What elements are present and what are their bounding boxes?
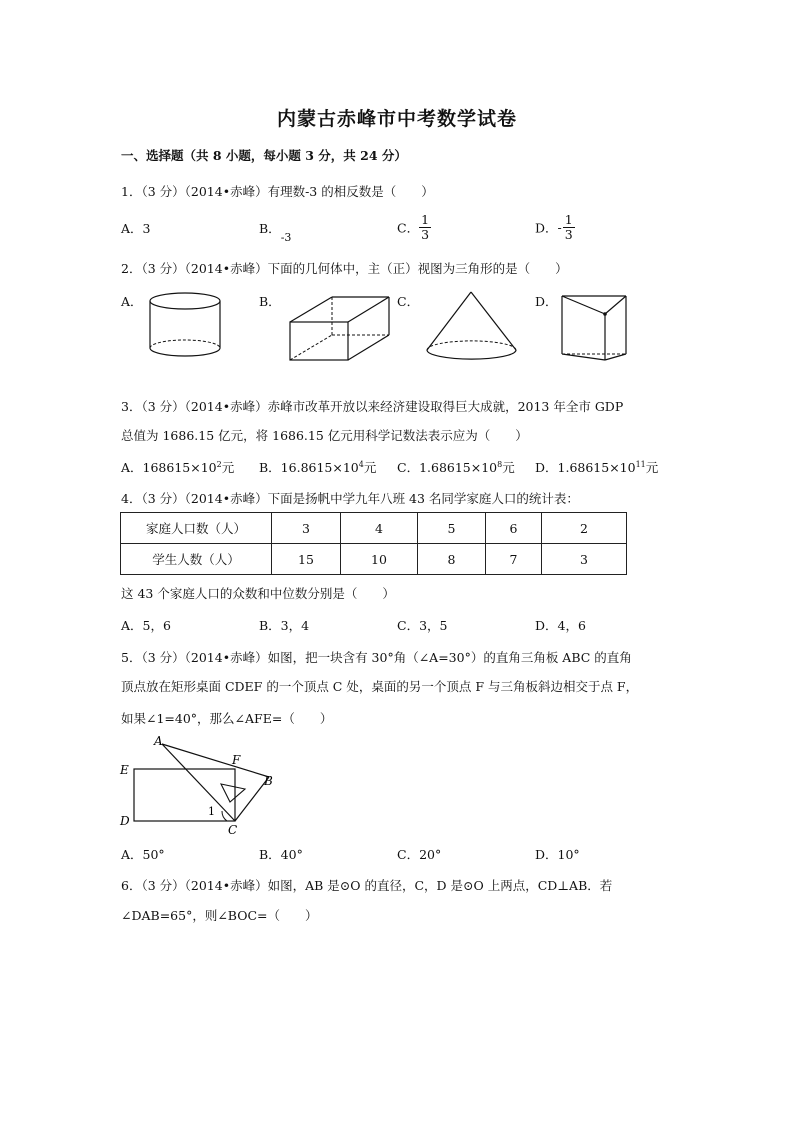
q3-a-unit: 元 [221, 460, 235, 475]
point-label-d: D [120, 814, 130, 828]
table-row [121, 513, 627, 544]
q3-d-base: D．1.68615×10 [535, 460, 636, 475]
q3-option-a [121, 458, 234, 476]
cuboid-figure [288, 295, 392, 363]
point-label-b: B [264, 774, 273, 788]
household-statistics-table [120, 512, 627, 575]
table-cell: 10 [341, 544, 418, 575]
q3-a-base: A．168615×10 [121, 460, 217, 475]
page-title: 内蒙古赤峰市中考数学试卷 [276, 108, 517, 130]
table-cell: 4 [341, 513, 418, 544]
q3-d-unit: 元 [645, 460, 659, 475]
question-1-stem: 1．（3 分）（2014•赤峰）有理数-3 的相反数是（ ） [121, 184, 434, 199]
q5-option-b: B．40° [259, 847, 303, 862]
fraction-numerator: 1 [421, 212, 430, 227]
q1-option-c [397, 213, 431, 242]
point-label-f: F [232, 753, 241, 767]
q3-d-exponent: 11 [635, 459, 646, 469]
question-5-stem-line2: 顶点放在矩形桌面 CDEF 的一个顶点 C 处，桌面的另一个顶点 F 与三角板斜边相交于点 F， [121, 679, 639, 694]
fraction-numerator: 1 [564, 212, 573, 227]
section-heading: 一、选择题（共 8 小题，每小题 3 分，共 24 分） [121, 148, 407, 163]
q1-option-c-label: C． [397, 220, 420, 236]
triangle-rectangle-figure [118, 732, 288, 836]
row-header-household: 家庭人口数（人） [121, 513, 272, 544]
q1-option-d [535, 213, 575, 242]
q2-option-c: C． [397, 294, 420, 309]
q3-c-base: C．1.68615×10 [397, 460, 498, 475]
table-cell: 3 [272, 513, 341, 544]
table-cell: 5 [418, 513, 486, 544]
question-6-stem-line2: ∠DAB=65°，则∠BOC=（ ） [121, 908, 318, 923]
table-cell: 7 [486, 544, 542, 575]
fraction-denominator: 3 [421, 227, 430, 242]
q2-option-d: D． [535, 294, 558, 309]
q5-option-a: A．50° [121, 847, 165, 862]
table-cell: 2 [542, 513, 627, 544]
q3-c-exponent: 8 [497, 459, 503, 469]
q3-a-exponent: 2 [216, 459, 222, 469]
q1-option-d-fraction [563, 213, 575, 242]
q4-option-d: D．4，6 [535, 618, 586, 633]
angle-label-1: 1 [208, 805, 215, 818]
q3-option-d [535, 458, 658, 476]
q3-option-c [397, 458, 515, 476]
q1-option-d-label: D． [535, 220, 558, 236]
question-5-stem-line1: 5．（3 分）（2014•赤峰）如图，把一块含有 30°角（∠A=30°）的直角三角板 ABC 的直角 [121, 650, 632, 665]
q1-option-c-fraction [419, 213, 431, 242]
question-2-stem: 2．（3 分）（2014•赤峰）下面的几何体中，主（正）视图为三角形的是（ ） [121, 261, 568, 276]
q5-option-d: D．10° [535, 847, 580, 862]
q3-c-unit: 元 [502, 460, 515, 475]
q3-b-base: B．16.8615×10 [259, 460, 359, 475]
q3-b-exponent: 4 [358, 459, 364, 469]
q1-option-b [259, 219, 292, 244]
point-label-c: C [228, 823, 238, 837]
q3-b-unit: 元 [363, 460, 377, 475]
q4-option-c: C．3，5 [397, 618, 448, 633]
table-row [121, 544, 627, 575]
q1-option-d-sign: - [557, 220, 562, 235]
table-cell: 8 [418, 544, 486, 575]
q2-option-b: B． [259, 294, 281, 309]
q4-option-a: A．5，6 [121, 618, 171, 633]
question-3-stem-line2: 总值为 1686.15 亿元，将 1686.15 亿元用科学记数法表示应为（ ） [121, 428, 528, 443]
triangular-prism-figure [560, 294, 630, 364]
q1-option-a: A．3 [121, 221, 151, 236]
point-label-e: E [120, 763, 129, 777]
q1-option-b-value: -3 [280, 231, 292, 244]
table-cell: 3 [542, 544, 627, 575]
q4-option-b: B．3，4 [259, 618, 310, 633]
question-3-stem-line1: 3．（3 分）（2014•赤峰）赤峰市改革开放以来经济建设取得巨大成就，2013 年全市 GDP [121, 399, 624, 414]
point-label-a: A [154, 734, 163, 748]
table-cell: 15 [272, 544, 341, 575]
q5-option-c: C．20° [397, 847, 442, 862]
table-cell: 6 [486, 513, 542, 544]
question-5-stem-line3: 如果∠1=40°，那么∠AFE=（ ） [121, 711, 333, 726]
row-header-students: 学生人数（人） [121, 544, 272, 575]
question-4-stem: 4．（3 分）（2014•赤峰）下面是扬帆中学九年八班 43 名同学家庭人口的统计表： [121, 491, 579, 506]
q1-option-b-label: B． [259, 221, 281, 236]
question-4-followup: 这 43 个家庭人口的众数和中位数分别是（ ） [121, 586, 395, 601]
fraction-denominator: 3 [564, 227, 573, 242]
q3-option-b [259, 458, 376, 476]
cylinder-figure [148, 288, 224, 360]
cone-figure [424, 290, 520, 362]
q2-option-a: A． [121, 294, 143, 309]
question-6-stem-line1: 6．（3 分）（2014•赤峰）如图，AB 是⊙O 的直径，C，D 是⊙O 上两点，CD⊥AB．若 [121, 878, 613, 893]
